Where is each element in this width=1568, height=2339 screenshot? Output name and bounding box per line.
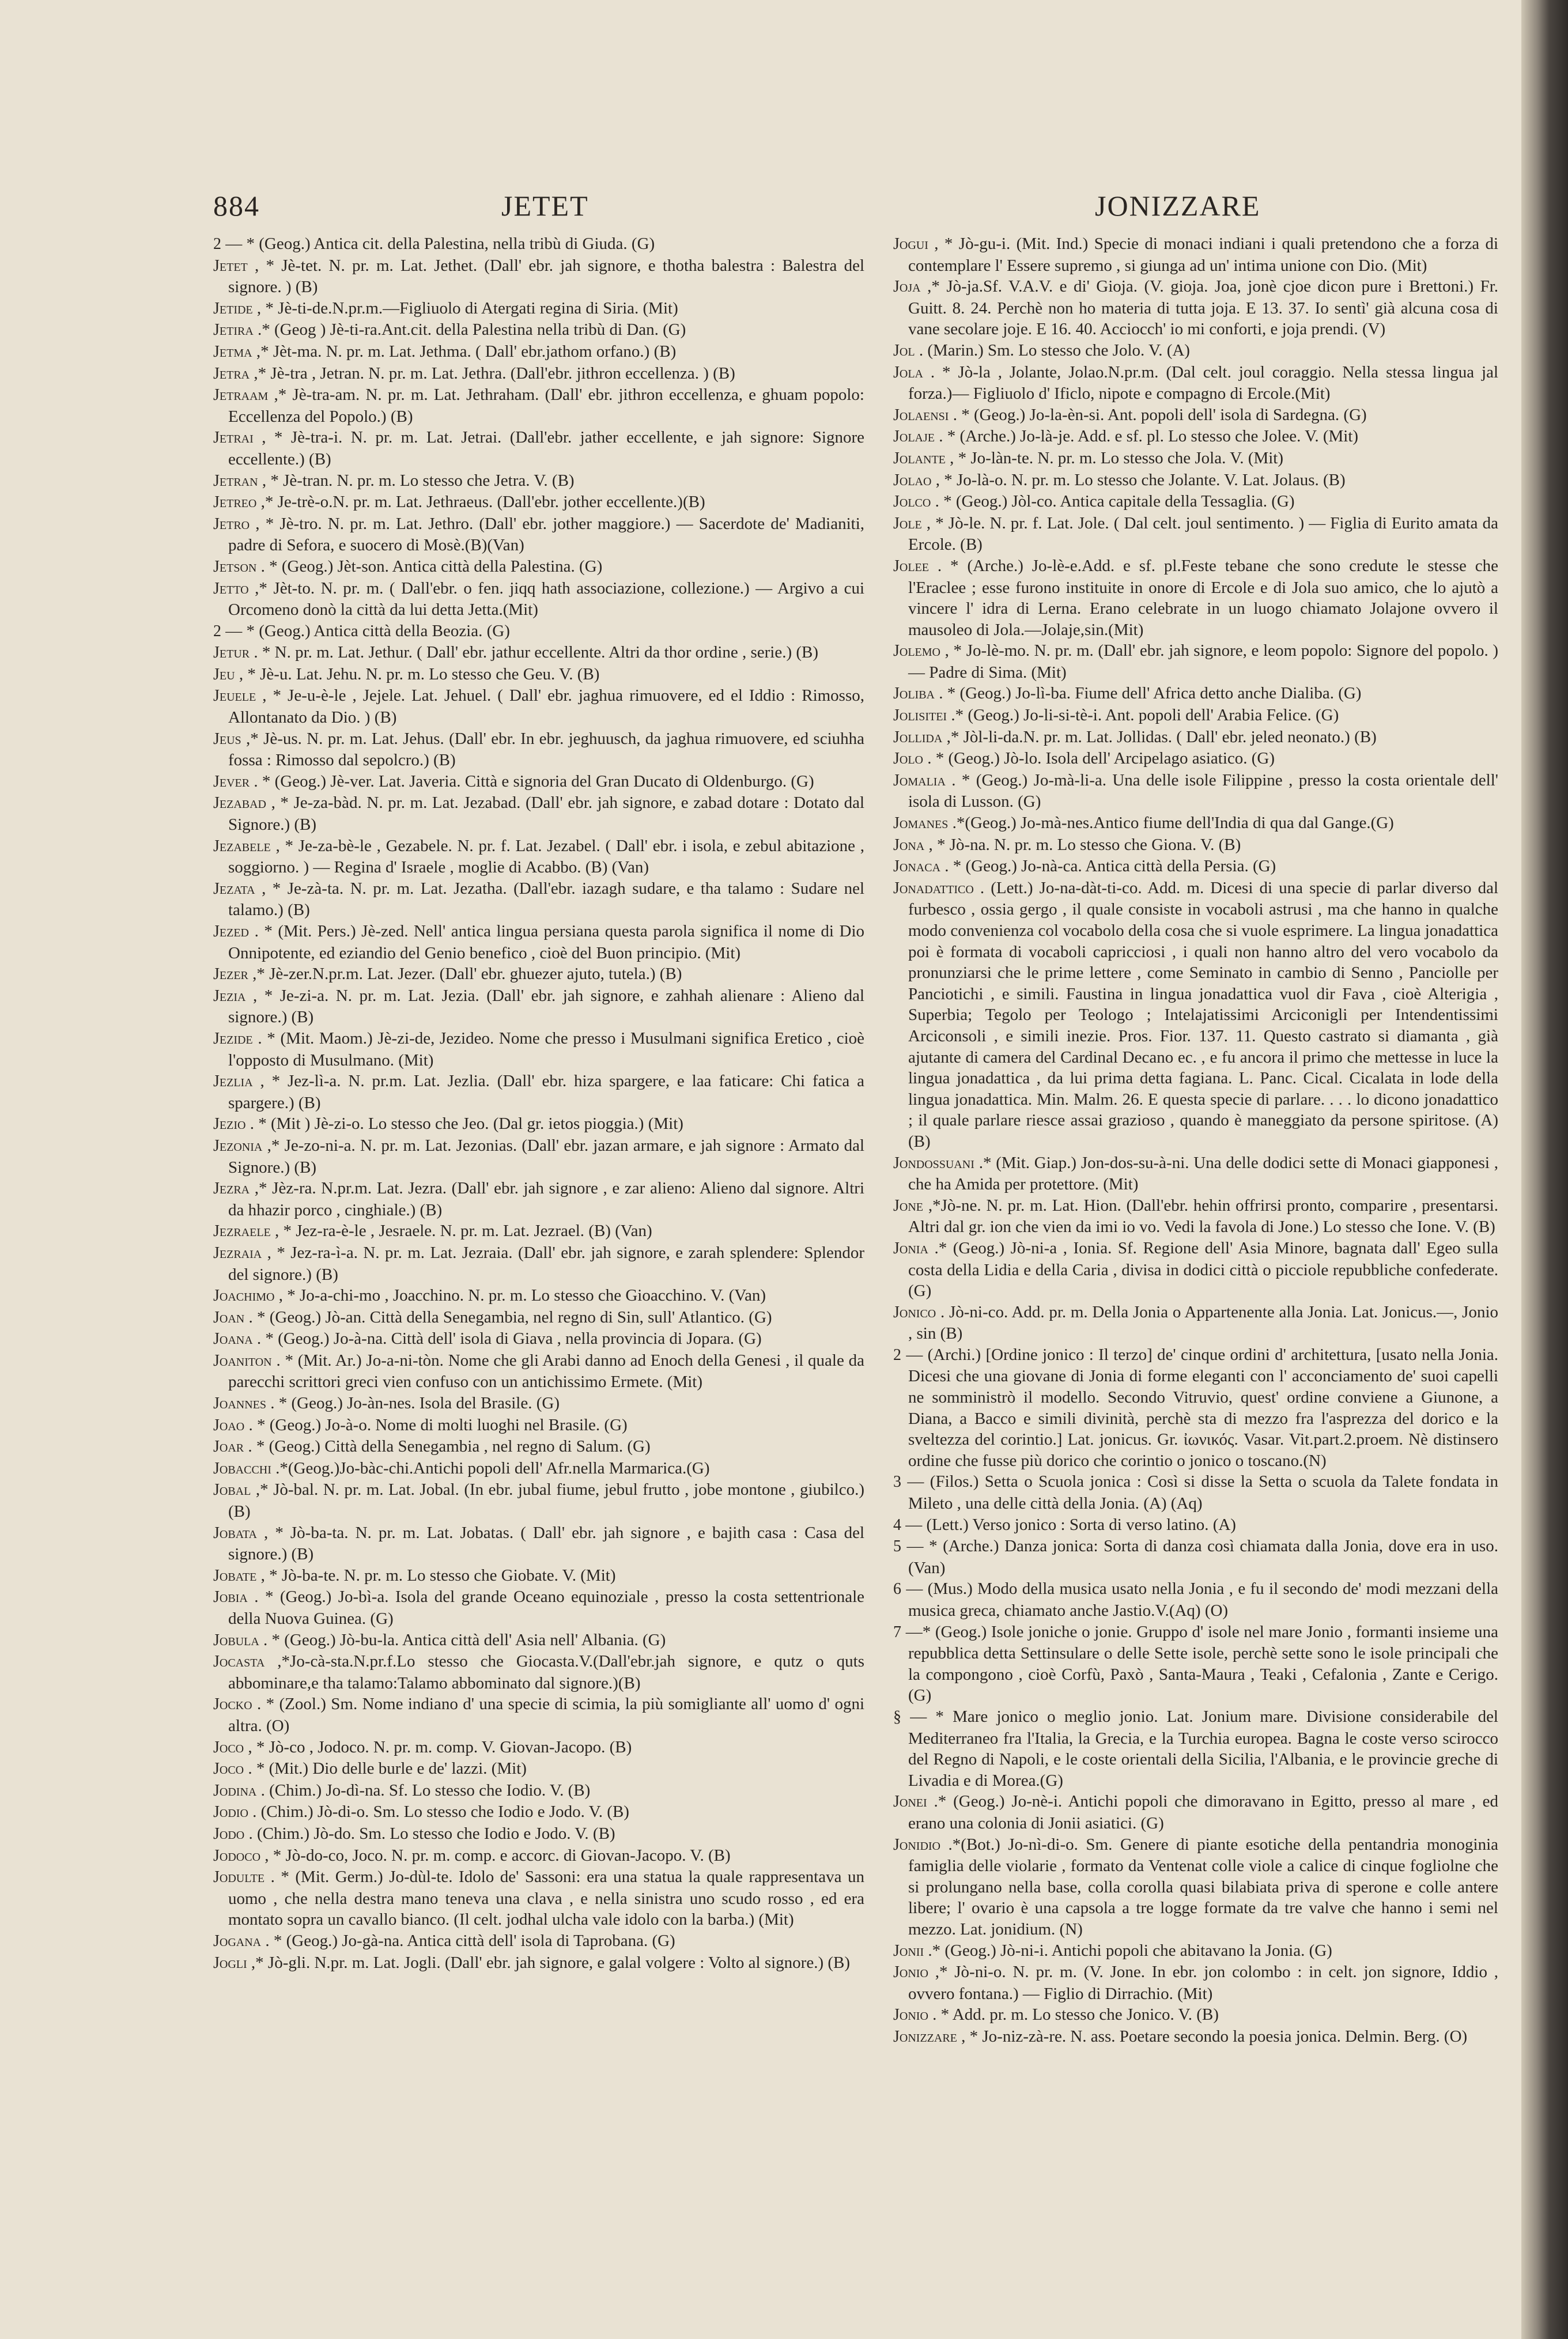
entry-headword: Jonidio <box>893 1835 940 1854</box>
entry-headword: 4 <box>893 1516 901 1534</box>
entry-text: . (Marin.) Sm. Lo stesso che Jolo. V. (A) <box>919 341 1190 360</box>
entry-text: .*(Geog.)Jo-bàc-chi.Antichi popoli dell' Afr.nella Marmarica.(G) <box>275 1458 710 1478</box>
entry-headword: Jezra <box>213 1180 250 1198</box>
entry-headword: Joliba <box>893 685 935 703</box>
entry-text: .* (Geog.) Jo-li-si-tè-i. Ant. popoli dell' Arabia Felice. (G) <box>951 706 1339 725</box>
entry-text: — (Lett.) Verso jonico : Sorta di verso latino. (A) <box>905 1515 1236 1534</box>
entry-headword: Jola <box>893 363 923 381</box>
entry-text: . * Add. pr. m. Lo stesso che Jonico. V. (B) <box>932 2005 1219 2024</box>
dictionary-entry <box>213 1220 864 1242</box>
entry-headword: 7 <box>893 1623 901 1641</box>
dictionary-entry <box>213 1242 864 1285</box>
dictionary-entry <box>893 1791 1498 1834</box>
entry-headword: Jetira <box>213 321 254 339</box>
dictionary-entry <box>213 298 864 320</box>
entry-text: . * (Geog.) Jòl-co. Antica capitale della Tessaglia. (G) <box>935 492 1295 511</box>
entry-headword: Jonia <box>893 1239 928 1257</box>
entry-headword: Joja <box>893 278 921 296</box>
entry-text: , * Jo-a-chi-mo , Joacchino. N. pr. m. Lo stesso che Gioacchino. V. (Van) <box>278 1286 766 1305</box>
entry-text: . * (Geog.) Jo-lì-ba. Fiume dell' Africa detto anche Dialiba. (G) <box>939 684 1362 703</box>
dictionary-entry <box>213 513 864 556</box>
entry-headword: Jezer <box>213 965 248 984</box>
entry-headword: Jetide <box>213 299 253 318</box>
dictionary-entry <box>893 640 1498 683</box>
entry-text: .* (Geog.) Jò-ni-i. Antichi popoli che abitavano la Jonia. (G) <box>928 1941 1332 1960</box>
entry-text: . * (Geog.) Jo-gà-na. Antica città dell' isola di Taprobana. (G) <box>265 1931 675 1950</box>
dictionary-entry <box>213 878 864 921</box>
dictionary-entry <box>213 319 864 341</box>
entry-text: . * (Geog.) Jo-la-èn-si. Ant. popoli dell' isola di Sardegna. (G) <box>953 405 1367 424</box>
dictionary-entry <box>893 878 1498 1153</box>
entry-headword: § <box>893 1707 901 1726</box>
entry-headword: Jocko <box>213 1695 252 1714</box>
dictionary-entry <box>893 1238 1498 1302</box>
entry-text: .*(Bot.) Jo-nì-di-o. Sm. Genere di piante esotiche della pentandria monoginia famiglia delle violarie , formato da Ventenat colle viole a calice di cinque fogliolne che si prolungano nella base, colla corolla quasi bilabiata priva di sperone e colle antere libere; l' ovario è una capsola a tre logge formate da tre valve che hanno i semi nel mezzo. Lat. jonidium. (N) <box>908 1835 1498 1939</box>
entry-headword: Jona <box>893 836 925 854</box>
dictionary-entry <box>893 1940 1498 1962</box>
entry-text: . * (Mit. Germ.) Jo-dùl-te. Idolo de' Sassoni: era una statua la quale rappresentava un uomo , che nella destra mano teneva una clava , e nella sinistra uno scudo rosso , ed era montato sopra un cavallo bianco. (Il celt. jodhal ulcha vale idolo con la barba.) (Mit) <box>228 1868 864 1929</box>
entry-headword: Jolaje <box>893 428 935 446</box>
entry-text: , * Jò-co , Jodoco. N. pr. m. comp. V. Giovan-Jacopo. (B) <box>248 1737 632 1756</box>
entry-headword: Joar <box>213 1438 244 1456</box>
dictionary-entry <box>213 1522 864 1565</box>
entry-headword: Jogli <box>213 1953 247 1972</box>
entry-text: ,* Jèz-ra. N.pr.m. Lat. Jezra. (Dall' ebr. jah signore , e zar alieno: Alieno dal signore. Altri da hhazir porco , cinghiale.) (B) <box>228 1179 864 1219</box>
entry-text: . Jò-ni-co. Add. pr. m. Della Jonia o Appartenente alla Jonia. Lat. Jonicus.—, Jonio , sin (B) <box>908 1302 1498 1343</box>
entry-text: , * Je-zi-a. N. pr. m. Lat. Jezia. (Dall' ebr. jah signore, e zahhah alienare : Alieno dal signore.) (B) <box>228 986 864 1027</box>
entry-headword: Jogui <box>893 235 928 253</box>
dictionary-entry <box>213 985 864 1028</box>
entry-headword: Jetro <box>213 515 250 533</box>
entry-text: . * (Mit.) Dio delle burle e de' lazzi. (Mit) <box>248 1759 527 1778</box>
entry-headword: Jezata <box>213 879 255 898</box>
entry-headword: Joco <box>213 1760 244 1778</box>
entry-text: , * Jo-niz-zà-re. N. ass. Poetare secondo la poesia jonica. Delmin. Berg. (O) <box>961 2027 1468 2046</box>
entry-text: .*(Geog.) Jo-mà-nes.Antico fiume dell'India di qua dal Gange.(G) <box>952 814 1394 833</box>
dictionary-entry <box>213 1436 864 1458</box>
dictionary-entry <box>893 748 1498 770</box>
entry-headword: Jobacchi <box>213 1459 271 1478</box>
dictionary-entry <box>213 771 864 793</box>
dictionary-entry <box>213 470 864 492</box>
dictionary-entry <box>213 1393 864 1415</box>
entry-text: , * Jo-là-o. N. pr. m. Lo stesso che Jolante. V. Lat. Jolaus. (B) <box>935 470 1346 489</box>
entry-text: . * (Mit. Ar.) Jo-a-ni-tòn. Nome che gli Arabi danno ad Enoch della Genesi , il quale da parecchi scrittori greci vien confuso con un antichissimo Ermete. (Mit) <box>228 1351 864 1392</box>
entry-text: . (Chim.) Jo-dì-na. Sf. Lo stesso che Iodio. V. (B) <box>260 1781 591 1800</box>
entry-headword: Jetraam <box>213 386 269 405</box>
entry-headword: Joao <box>213 1416 245 1434</box>
entry-text: . * (Geog.) Jò-lo. Isola dell' Arcipelago asiatico. (G) <box>927 749 1275 768</box>
dictionary-entry <box>213 1866 864 1930</box>
dictionary-entry <box>213 728 864 771</box>
entry-headword: Jolo <box>893 750 923 768</box>
dictionary-entry <box>213 363 864 385</box>
dictionary-entry <box>893 1153 1498 1195</box>
dictionary-entry <box>893 856 1498 878</box>
entry-headword: Jetet <box>213 256 248 275</box>
entry-headword: Jolao <box>893 471 932 489</box>
entry-headword: Jetran <box>213 471 258 490</box>
dictionary-entry <box>213 1780 864 1802</box>
entry-text: ,* Jèt-ma. N. pr. m. Lat. Jethma. ( Dall' ebr.jathom orfano.) (B) <box>256 342 677 361</box>
dictionary-entry <box>893 1536 1498 1578</box>
dictionary-entry <box>213 921 864 963</box>
dictionary-entry <box>213 1135 864 1178</box>
dictionary-entry <box>893 1471 1498 1514</box>
entry-headword: Jetma <box>213 342 252 361</box>
entry-text: , * Je-za-bè-le , Gezabele. N. pr. f. Lat. Jezabel. ( Dall' ebr. i isola, e zebul abitazione , soggiorno. ) — Regina d' Israele , moglie di Acabbo. (B) (Van) <box>228 836 864 877</box>
entry-headword: 3 <box>893 1473 901 1491</box>
entry-headword: Jezonia <box>213 1136 263 1155</box>
dictionary-entry <box>213 1285 864 1307</box>
entry-text: , * Jez-ra-è-le , Jesraele. N. pr. m. Lat. Jezrael. (B) (Van) <box>275 1222 652 1241</box>
entry-headword: Jogana <box>213 1932 262 1950</box>
dictionary-entry <box>893 834 1498 856</box>
dictionary-entry <box>213 642 864 664</box>
right-column <box>893 233 1498 2100</box>
entry-headword: Jetson <box>213 557 257 576</box>
dictionary-entry <box>213 1307 864 1329</box>
entry-text: ,* Jè-tra-am. N. pr. m. Lat. Jethraham. (Dall' ebr. jithron eccellenza, e ghuam popolo: Eccellenza del Popolo.) (B) <box>228 386 864 426</box>
entry-headword: Joannes <box>213 1395 267 1413</box>
dictionary-entry <box>893 2004 1498 2026</box>
entry-text: . * (Geog.) Jo-nà-ca. Antica città della Persia. (G) <box>944 857 1276 876</box>
entry-text: . * (Geog.) Città della Senegambia , nel regno di Salum. (G) <box>248 1437 651 1456</box>
dictionary-entry <box>213 1823 864 1845</box>
entry-headword: Jodio <box>213 1803 248 1822</box>
entry-text: — * (Geog.) Antica cit. della Palestina, nella tribù di Giuda. (G) <box>225 235 655 253</box>
entry-headword: Jetreo <box>213 493 257 512</box>
dictionary-entry <box>893 513 1498 556</box>
dictionary-entry <box>213 1586 864 1629</box>
dictionary-entry <box>213 1028 864 1071</box>
entry-headword: Joaniton <box>213 1351 272 1370</box>
entry-headword: Jezio <box>213 1115 246 1133</box>
dictionary-entry <box>213 492 864 513</box>
entry-headword: Jondossuani <box>893 1154 974 1172</box>
dictionary-entry <box>893 770 1498 813</box>
entry-text: , * Jò-ba-te. N. pr. m. Lo stesso che Giobate. V. (Mit) <box>260 1566 616 1585</box>
entry-headword: Jonaca <box>893 857 941 876</box>
entry-text: .* (Geog.) Jò-ni-a , Ionia. Sf. Regione dell' Asia Minore, bagnata dall' Egeo sulla costa della Lidia e della Caria , divisa in dodici città o picciole repubbliche confederate. (G) <box>908 1238 1498 1301</box>
dictionary-entry <box>213 963 864 985</box>
entry-text: . * (Zool.) Sm. Nome indiano d' una specie di scimia, la più somigliante all' uomo d' ogni altra. (O) <box>228 1695 864 1735</box>
entry-text: , * Jò-do-co, Joco. N. pr. m. comp. e accorc. di Giovan-Jacopo. V. (B) <box>265 1846 731 1865</box>
entry-headword: Jobula <box>213 1631 259 1649</box>
entry-text: ,* Jè-zer.N.pr.m. Lat. Jezer. (Dall' ebr. ghuezer ajuto, tutela.) (B) <box>252 965 682 984</box>
entry-headword: Jezabad <box>213 794 266 813</box>
entry-text: ,* Jò-ja.Sf. V.A.V. e di' Gioja. (V. gioja. Joa, jonè cjoe dicon pure i Brettoni.) Fr. Guitt. 8. 24. Perchè non ho materia di tutta joja. E 13. 37. Io sentì' già alcuna cosa di vane secolare joje. E 16. 40. Acciocch' io mi conforti, e joja prendi. (V) <box>908 277 1498 339</box>
entry-headword: Jolemo <box>893 642 940 660</box>
entry-text: . * (Arche.) Jo-lè-e.Add. e sf. pl.Feste tebane che sono credute le stesse che l'Eraclee ; esse furono instituite in onore di Ercole e di Jola suo amico, che lo ajutò a vincere l' idra di Lerna. Erano celebrate in un luogo chiamato Jolajone ovvero il mausoleo di Jola.—Jolaje,sin.(Mit) <box>908 556 1498 639</box>
entry-text: .* (Geog.) Jo-nè-i. Antichi popoli che dimoravano in Egitto, presso al mare , ed erano una colonia di Jonii asiatici. (G) <box>908 1792 1498 1832</box>
entry-headword: Jolco <box>893 493 931 511</box>
entry-text: ,* Jò-ni-o. N. pr. m. (V. Jone. In ebr. jon colombo : in celt. jon signore, Iddio , ovvero fontana.) — Figlio di Dirrachio. (Mit) <box>908 1963 1498 2003</box>
dictionary-entry <box>213 1694 864 1736</box>
entry-headword: 2 <box>893 1346 901 1364</box>
entry-text: , * Je-zà-ta. N. pr. m. Lat. Jezatha. (Dall'ebr. iazagh sudare, e tha talamo : Sudare nel talamo.) (B) <box>228 879 864 920</box>
dictionary-entry <box>893 448 1498 470</box>
dictionary-entry <box>213 384 864 427</box>
entry-headword: 2 <box>213 235 221 253</box>
dictionary-entry <box>213 1350 864 1393</box>
entry-text: ,* Jèt-to. N. pr. m. ( Dall'ebr. o fen. jiqq hath associazione, collezione.) — Argivo a cui Orcomeno donò la città da lui detta Jetta.(Mit) <box>228 579 864 619</box>
dictionary-entry <box>213 1845 864 1867</box>
entry-headword: Jezide <box>213 1029 253 1048</box>
entry-headword: Jone <box>893 1196 923 1215</box>
dictionary-entry <box>893 813 1498 834</box>
entry-text: ,* Jò-bal. N. pr. m. Lat. Jobal. (In ebr. jubal fiume, jebul frutto , jobe montone , giubilco.) (B) <box>228 1480 864 1521</box>
entry-headword: Joan <box>213 1308 245 1327</box>
dictionary-entry <box>213 1458 864 1480</box>
guide-word-right: JONIZZARE <box>1095 190 1261 222</box>
entry-text: — * Mare jonico o meglio jonio. Lat. Jonium mare. Divisione considerabile del Mediterraneo fra l'Italia, la Grecia, e la Turchia europea. Bagna le coste verso scirocco del Regno di Napoli, e le coste orientali della Sicilia, l'Albania, e le provincie greche di Livadia e di Morea.(G) <box>908 1707 1498 1790</box>
dictionary-entry <box>893 556 1498 640</box>
entry-text: , * Jò-le. N. pr. f. Lat. Jole. ( Dal celt. joul sentimento. ) — Figlia di Eurito amata da Ercole. (B) <box>908 513 1498 554</box>
entry-text: , * Jè-tet. N. pr. m. Lat. Jethet. (Dall' ebr. jah signore, e thotha balestra : Balestra del signore. ) (B) <box>228 256 864 297</box>
dictionary-entry <box>893 683 1498 705</box>
dictionary-entry <box>213 836 864 878</box>
dictionary-entry <box>893 2026 1498 2048</box>
entry-text: . * (Geog.) Jò-bu-la. Antica città dell' Asia nell' Albania. (G) <box>263 1630 666 1649</box>
dictionary-entry <box>893 1962 1498 2004</box>
dictionary-entry <box>213 1758 864 1780</box>
entry-headword: Jeus <box>213 730 241 748</box>
guide-word-left: JETET <box>501 190 589 222</box>
entry-text: , * Jè-tro. N. pr. m. Lat. Jethro. (Dall' ebr. jother maggiore.) — Sacerdote de' Madianiti, padre di Sefora, e suocero di Mosè.(B)(Van) <box>228 514 864 555</box>
dictionary-entry <box>893 1578 1498 1621</box>
dictionary-entry <box>893 705 1498 727</box>
entry-text: . * (Geog.) Jo-à-o. Nome di molti luoghi nel Brasile. (G) <box>248 1415 628 1434</box>
dictionary-entry <box>893 1706 1498 1791</box>
dictionary-entry <box>893 491 1498 513</box>
entry-text: . * N. pr. m. Lat. Jethur. ( Dall' ebr. jathur eccellente. Altri da thor ordine , serie.) (B) <box>254 643 819 662</box>
entry-headword: Jonii <box>893 1941 924 1960</box>
entry-headword: Joachimo <box>213 1287 275 1305</box>
entry-text: .* (Mit. Giap.) Jon-dos-su-à-ni. Una delle dodici sette di Monaci giapponesi , che ha Amida per protettore. (Mit) <box>908 1153 1498 1194</box>
entry-text: —* (Geog.) Isole joniche o jonie. Gruppo d' isole nel mare Jonio , formanti insieme una repubblica detta Settinsulare o delle Sette isole, perchè sette sono le isole principali che la compongono , cioè Corfù, Paxò , Santa-Maura , Teaki , Cefalonia , Zante e Cerigo. (G) <box>905 1622 1498 1705</box>
entry-headword: Jodina <box>213 1781 257 1800</box>
dictionary-entry <box>213 685 864 728</box>
entry-text: . * (Mit. Pers.) Jè-zed. Nell' antica lingua persiana questa parola significa il nome di Dio Onnipotente, ed eziandio del Genio benefico , cioè del Buon principio. (Mit) <box>228 922 864 962</box>
dictionary-entry <box>893 470 1498 492</box>
dictionary-entry <box>893 727 1498 749</box>
entry-text: . * (Geog.) Jo-à-na. Città dell' isola di Giava , nella provincia di Jopara. (G) <box>256 1329 762 1348</box>
entry-text: ,* Jè-tra , Jetran. N. pr. m. Lat. Jethra. (Dall'ebr. jithron eccellenza. ) (B) <box>254 364 735 383</box>
entry-text: , * Jo-lè-mo. N. pr. m. (Dall' ebr. jah signore, e leom popolo: Signore del popolo. ) — Padre di Sima. (Mit) <box>908 641 1498 682</box>
entry-text: ,* Jè-us. N. pr. m. Lat. Jehus. (Dall' ebr. In ebr. jeghuusch, da jaghua rimuovere, ed sciuhha fossa : Rimosso dal sepolcro.) (B) <box>228 729 864 770</box>
entry-text: — * (Geog.) Antica città della Beozia. (G) <box>225 621 510 640</box>
dictionary-entry <box>893 1622 1498 1706</box>
dictionary-entry <box>213 1071 864 1113</box>
entry-text: .* (Geog ) Jè-ti-ra.Ant.cit. della Palestina nella tribù di Dan. (G) <box>258 320 686 339</box>
page-number: 884 <box>213 190 260 222</box>
entry-headword: Jonio <box>893 1963 928 1982</box>
entry-headword: Jetrai <box>213 429 254 447</box>
dictionary-entry <box>893 1195 1498 1238</box>
entry-headword: Jol <box>893 341 915 360</box>
entry-headword: Jetra <box>213 364 250 383</box>
dictionary-entry <box>213 792 864 835</box>
entry-text: , * Jo-làn-te. N. pr. m. Lo stesso che Jola. V. (Mit) <box>950 448 1284 467</box>
entry-headword: Jomalia <box>893 771 946 789</box>
dictionary-entry <box>213 1113 864 1135</box>
entry-headword: Joana <box>213 1330 253 1348</box>
entry-headword: 6 <box>893 1580 901 1599</box>
dictionary-entry <box>893 1302 1498 1344</box>
entry-text: , * Jè-tran. N. pr. m. Lo stesso che Jetra. V. (B) <box>262 471 575 490</box>
entry-headword: Jonizzare <box>893 2027 957 2046</box>
entry-text: ,* Jòl-li-da.N. pr. m. Lat. Jollidas. ( Dall' ebr. jeled neonato.) (B) <box>946 727 1377 746</box>
entry-headword: Jobate <box>213 1566 257 1585</box>
entry-headword: Jetto <box>213 579 249 598</box>
entry-text: — (Mus.) Modo della musica usato nella Jonia , e fu il secondo de' modi mezzani della musica greca, chiamato anche Jastio.V.(Aq) (O) <box>906 1580 1498 1620</box>
entry-headword: Jezia <box>213 987 246 1005</box>
dictionary-entry <box>893 340 1498 362</box>
entry-text: . * (Geog.) Jo-mà-li-a. Una delle isole Filippine , presso la costa orientale dell' isola di Lusson. (G) <box>908 770 1498 811</box>
entry-headword: Jollida <box>893 728 943 746</box>
entry-headword: 5 <box>893 1537 901 1556</box>
dictionary-entry <box>893 362 1498 405</box>
entry-headword: Jever <box>213 772 250 791</box>
entry-headword: Jodulte <box>213 1868 265 1887</box>
entry-text: , * Je-za-bàd. N. pr. m. Lat. Jezabad. (Dall' ebr. jah signore, e zabad dotare : Dotato dal Signore.) (B) <box>228 793 864 834</box>
entry-text: — (Archi.) [Ordine jonico : Il terzo] de' cinque ordini d' architettura, [usato nella Jonia. Dicesi che una giovane di Jonia di forme eleganti con l' acconciamento de' suoi capelli ne somministrò il modello. Secondo Vitruvio, quest' ordine conviene a Giunone, a Diana, a Bacco e simili divinità, perchè sta di mezzo fra l'asprezza del dorico e la sveltezza del corintio.] Lat. jonicus. Gr. ἰωνικός. Vasar. Vit.part.2.proem. Nè distinsero ordine che fusse più dorico che corintio o jonico o toscano.(N) <box>906 1345 1498 1470</box>
entry-text: . * (Arche.) Jo-là-je. Add. e sf. pl. Lo stesso che Jolee. V. (Mit) <box>939 427 1359 446</box>
entry-text: . * (Geog.) Jèt-son. Antica città della Palestina. (G) <box>260 557 603 576</box>
entry-text: . * (Geog.) Jè-ver. Lat. Javeria. Città e signoria del Gran Ducato di Oldenburgo. (G) <box>254 772 814 791</box>
entry-headword: Jeu <box>213 665 235 683</box>
entry-headword: Jodoco <box>213 1846 261 1865</box>
entry-text: — (Filos.) Setta o Scuola jonica : Così si disse la Setta o scuola da Talete fondata in Mileto , una delle città della Jonia. (A) (Aq) <box>907 1472 1498 1513</box>
entry-headword: Jonei <box>893 1793 927 1811</box>
dictionary-entry <box>213 255 864 298</box>
entry-headword: Jezed <box>213 923 249 940</box>
entry-text: , * Jè-ti-de.N.pr.m.—Figliuolo di Atergati regina di Siria. (Mit) <box>256 298 678 318</box>
entry-text: . (Chim.) Jò-di-o. Sm. Lo stesso che Iodio e Jodo. V. (B) <box>252 1803 629 1822</box>
entry-headword: Jolante <box>893 449 946 467</box>
dictionary-entry <box>213 578 864 621</box>
entry-text: . * (Geog.) Jò-an. Città della Senegambia, nel regno di Sin, sull' Atlantico. (G) <box>248 1308 772 1327</box>
dictionary-entry <box>213 1479 864 1522</box>
entry-headword: Jeuele <box>213 687 256 705</box>
entry-text: . * Jò-la , Jolante, Jolao.N.pr.m. (Dal celt. joul coraggio. Nella stessa lingua jal forza.)— Figliuolo d' Ificlo, nipote e compagno di Ercole.(Mit) <box>908 362 1498 403</box>
dictionary-entry <box>213 664 864 686</box>
entry-text: . (Chim.) Jò-do. Sm. Lo stesso che Iodio e Jodo. V. (B) <box>248 1824 615 1843</box>
dictionary-entry <box>213 1565 864 1587</box>
entry-text: ,* Jò-gli. N.pr. m. Lat. Jogli. (Dall' ebr. jah signore, e galal volgere : Volto al signore.) (B) <box>251 1953 851 1972</box>
entry-headword: Jomanes <box>893 814 949 833</box>
dictionary-entry <box>213 427 864 470</box>
page-header <box>213 189 1285 229</box>
entry-headword: Jezraia <box>213 1244 262 1262</box>
book-spine <box>1521 0 1568 2339</box>
entry-text: , * Jò-na. N. pr. m. Lo stesso che Giona. V. (B) <box>928 835 1241 854</box>
entry-headword: Jobal <box>213 1481 251 1499</box>
entry-text: ,* Je-trè-o.N. pr. m. Lat. Jethraeus. (Dall'ebr. jother eccellente.)(B) <box>260 493 705 512</box>
dictionary-entry <box>213 1737 864 1759</box>
entry-headword: Jodo <box>213 1824 245 1843</box>
entry-text: . * (Mit ) Jè-zi-o. Lo stesso che Jeo. (Dal gr. ietos pioggia.) (Mit) <box>250 1114 683 1133</box>
entry-text: , * Jez-lì-a. N. pr.m. Lat. Jezlia. (Dall' ebr. hiza spargere, e laa faticare: Chi fatica a spargere.) (B) <box>228 1072 864 1112</box>
dictionary-entry <box>213 1178 864 1220</box>
dictionary-entry <box>893 1834 1498 1940</box>
entry-text: , * Jò-gu-i. (Mit. Ind.) Specie di monaci indiani i quali pretendono che a forza di contemplare l' Essere supremo , si giunga ad un' intima unione con Dio. (Mit) <box>908 235 1498 275</box>
entry-text: . * (Geog.) Jo-bì-a. Isola del grande Oceano equinoziale , presso la costa settentrionale della Nuova Guinea. (G) <box>228 1588 864 1628</box>
entry-headword: Jonio <box>893 2006 928 2024</box>
dictionary-entry <box>893 1344 1498 1472</box>
entry-headword: Jetur <box>213 644 250 662</box>
dictionary-entry <box>213 1630 864 1652</box>
entry-text: , * Jez-ra-ì-a. N. pr. m. Lat. Jezraia. (Dall' ebr. jah signore, e zarah splendere: Splendor del signore.) (B) <box>228 1243 864 1284</box>
entry-text: ,* Je-zo-ni-a. N. pr. m. Lat. Jezonias. (Dall' ebr. jazan armare, e jah signore : Armato dal Signore.) (B) <box>228 1136 864 1177</box>
entry-text: ,*Jo-cà-sta.N.pr.f.Lo stesso che Giocasta.V.(Dall'ebr.jah signore, e qutz o quts abbominare,e tha talamo:Talamo abbominato dal signore.)(B) <box>228 1652 864 1692</box>
dictionary-entry <box>213 556 864 578</box>
dictionary-entry <box>893 426 1498 448</box>
dictionary-entry <box>213 1930 864 1952</box>
entry-headword: Jocasta <box>213 1653 265 1671</box>
entry-text: ,*Jò-ne. N. pr. m. Lat. Hion. (Dall'ebr. hehin offrirsi pronto, comparire , presentarsi. Altri dal gr. ion che vien da imi io vo. Vedi la favola di Jone.) Lo stesso che Ione. V. (B) <box>908 1196 1498 1237</box>
entry-headword: Jobata <box>213 1524 257 1542</box>
entry-headword: Jezlia <box>213 1072 253 1091</box>
dictionary-entry <box>213 233 864 255</box>
dictionary-entry <box>213 1328 864 1350</box>
entry-text: . * (Mit. Maom.) Jè-zi-de, Jezideo. Nome che presso i Musulmani significa Eretico , cioè l'opposto di Musulmano. (Mit) <box>228 1029 864 1070</box>
entry-headword: Jolee <box>893 557 929 575</box>
entry-headword: Jobia <box>213 1588 248 1607</box>
dictionary-entry <box>213 1801 864 1823</box>
dictionary-entry <box>213 621 864 643</box>
entry-text: . * (Geog.) Jo-àn-nes. Isola del Brasile. (G) <box>270 1394 560 1413</box>
dictionary-entry <box>213 1651 864 1694</box>
dictionary-entry <box>213 1415 864 1437</box>
entry-text: , * Jò-ba-ta. N. pr. m. Lat. Jobatas. ( Dall' ebr. jah signore , e bajith casa : Casa del signore.) (B) <box>228 1523 864 1564</box>
entry-headword: Jole <box>893 514 922 532</box>
entry-headword: Jezabele <box>213 837 271 855</box>
entry-headword: 2 <box>213 622 221 640</box>
dictionary-entry <box>893 405 1498 426</box>
entry-text: . (Lett.) Jo-na-dàt-ti-co. Add. m. Dicesi di una specie di parlar diverso dal furbesco , ossia gergo , il quale consiste in vocaboli astrusi , ma che hanno in qualche modo convenienza col vocabolo della cosa che si vuole esprimere. La lingua jonadattica poi è formata di vocaboli capricciosi , i quali non hanno altro del vero vocabolo da pronunziarsi che le prime lettere , come Seminato in cambio di Senno , Panciolle per Panciotichi , e simili. Faustina in lingua jonadattica vuol dir Fava , cioè Alterigia , Superbia; Tegolo per Teologo ; Intelajatissimi Arciconigli per Intendentissimi Arciconsoli , e simili inezie. Pros. Fior. 137. 11. Questo castrato si diamanta , già ajutante di camera del Cardinal Decano ec. , e fu ancora il primo che mettesse in luce la lingua jonadattica , da lui prima detta fagiana. L. Panc. Cical. Cicalata in lode della lingua jonadattica. Min. Malm. 26. E questa specie di parlare. . . . lo dicono jonadattico ; il quale parlare riesce assai grazioso , quando è maneggiato da persone spiritose. (A) (B) <box>908 878 1498 1151</box>
entry-text: , * Jè-u. Lat. Jehu. N. pr. m. Lo stesso che Geu. V. (B) <box>239 664 600 683</box>
entry-headword: Jolisitei <box>893 706 947 725</box>
dictionary-entry <box>213 341 864 363</box>
entry-text: , * Jè-tra-i. N. pr. m. Lat. Jetrai. (Dall'ebr. jather eccellente, e jah signore: Signore eccellente.) (B) <box>228 428 864 468</box>
entry-headword: Jonadattico <box>893 879 974 897</box>
dictionary-entry <box>893 276 1498 340</box>
entry-headword: Jezraele <box>213 1222 271 1241</box>
left-column <box>213 233 864 2100</box>
dictionary-entry <box>213 1952 864 1974</box>
entry-headword: Joco <box>213 1738 244 1756</box>
entry-text: , * Je-u-è-le , Jejele. Lat. Jehuel. ( Dall' ebr. jaghua rimuovere, ed el Iddio : Rimosso, Allontanato da Dio. ) (B) <box>228 686 864 727</box>
entry-text: — * (Arche.) Danza jonica: Sorta di danza così chiamata dalla Jonia, dove era in uso. (Van) <box>906 1537 1498 1577</box>
entry-headword: Jolaensi <box>893 406 949 424</box>
entry-headword: Jonico <box>893 1303 936 1321</box>
dictionary-entry <box>893 233 1498 276</box>
dictionary-entry <box>893 1514 1498 1536</box>
